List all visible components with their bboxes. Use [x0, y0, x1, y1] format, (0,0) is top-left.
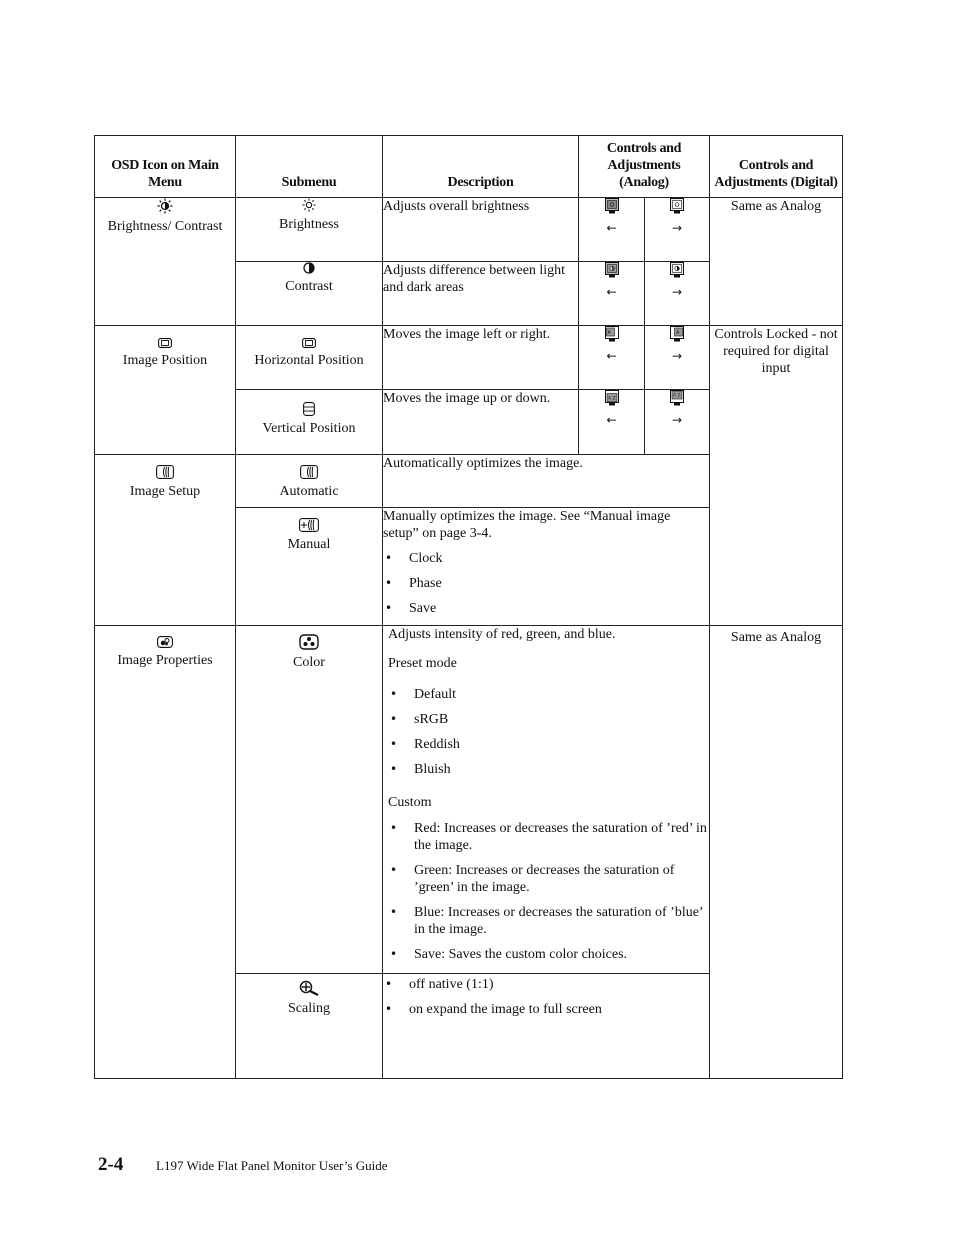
color-description: Adjusts intensity of red, green, and blue. [388, 627, 616, 642]
list-item: • Green: Increases or decreases the saturation of ’green’ in the image. [388, 862, 709, 896]
color-label: Color [293, 655, 325, 670]
svg-text:A Z: A Z [607, 396, 616, 402]
right-arrow-icon: → [671, 413, 683, 427]
manual-description: Manually optimizes the image. See “Manual image setup” on page 3-4. [383, 509, 671, 541]
automatic-label: Automatic [279, 484, 339, 499]
custom-label: Custom [388, 795, 432, 810]
scaling-items-list [383, 976, 709, 1018]
image-setup-icon [156, 465, 174, 479]
vertical-up-control[interactable] [645, 390, 710, 455]
horizontal-position-label: Horizontal Position [254, 353, 364, 368]
list-item: • off native (1:1) [383, 976, 709, 993]
left-arrow-icon: ← [606, 285, 617, 299]
color-icon [299, 634, 319, 650]
svg-text:A Z: A Z [673, 393, 681, 399]
submenu-horizontal-position[interactable] [236, 326, 383, 390]
image-position-label: Image Position [122, 353, 208, 368]
header-submenu: Submenu [236, 136, 383, 198]
list-item: • Phase [383, 575, 709, 592]
list-item: • Red: Increases or decreases the saturation of ’red’ in the image. [388, 820, 709, 854]
monitor-image-up-icon [670, 390, 684, 406]
list-item: • Blue: Increases or decreases the saturation of ’blue’ in the image. [388, 904, 709, 938]
list-item: • Save: Saves the custom color choices. [388, 946, 709, 963]
vertical-position-icon [303, 402, 315, 416]
header-analog: Controls and Adjustments (Analog) [579, 136, 710, 198]
brightness-contrast-label: Brightness/ Contrast [107, 219, 223, 234]
image-properties-digital: Same as Analog [710, 626, 843, 1079]
left-arrow-icon: ← [606, 349, 617, 363]
contrast-increase-control[interactable] [645, 262, 710, 326]
vertical-position-label: Vertical Position [262, 421, 356, 436]
monitor-contrast-high-icon [670, 262, 684, 278]
contrast-description: Adjusts difference between light and dark areas [383, 262, 579, 326]
automatic-description: Automatically optimizes the image. [383, 455, 710, 508]
vertical-position-description: Moves the image up or down. [383, 390, 579, 455]
color-description-cell [383, 626, 710, 974]
image-position-icon [158, 338, 172, 348]
brightness-label: Brightness [279, 217, 339, 232]
preset-mode-label: Preset mode [388, 656, 457, 671]
image-properties-icon [157, 636, 173, 648]
submenu-automatic[interactable] [236, 455, 383, 508]
submenu-contrast[interactable] [236, 262, 383, 326]
manual-description-cell [383, 508, 710, 626]
image-setup-label: Image Setup [129, 484, 201, 499]
header-description: Description [383, 136, 579, 198]
right-arrow-icon: → [671, 221, 683, 235]
automatic-setup-icon [300, 465, 318, 479]
monitor-brightness-high-icon [670, 198, 684, 214]
horizontal-position-description: Moves the image left or right. [383, 326, 579, 390]
page-footer [98, 1154, 388, 1176]
submenu-scaling[interactable] [236, 974, 383, 1079]
custom-items-list [388, 820, 709, 963]
preset-items-list [388, 686, 709, 778]
list-item: • Clock [383, 550, 709, 567]
header-digital: Controls and Adjustments (Digital) [710, 136, 843, 198]
sun-icon [302, 198, 316, 212]
right-arrow-icon: → [671, 349, 683, 363]
contrast-icon [303, 262, 315, 274]
list-item: • Save [383, 600, 709, 617]
svg-text:A: A [676, 330, 680, 336]
manual-items-list [383, 550, 709, 617]
list-item: • sRGB [388, 711, 709, 728]
horizontal-right-control[interactable] [645, 326, 710, 390]
brightness-description: Adjusts overall brightness [383, 198, 579, 262]
left-arrow-icon: ← [606, 221, 617, 235]
monitor-image-left-icon [605, 326, 619, 342]
document-title: L197 Wide Flat Panel Monitor User’s Guide [156, 1158, 388, 1173]
monitor-contrast-low-icon [605, 262, 619, 278]
page-number: 2-4 [98, 1154, 124, 1175]
monitor-image-right-icon [670, 326, 684, 342]
header-osd-icon: OSD Icon on Main Menu [95, 136, 236, 198]
osd-controls-table [94, 135, 843, 1079]
svg-text:A: A [607, 330, 611, 336]
submenu-brightness[interactable] [236, 198, 383, 262]
contrast-label: Contrast [285, 279, 333, 294]
manual-setup-icon [299, 518, 319, 532]
brightness-contrast-digital: Same as Analog [710, 198, 843, 326]
scaling-description-cell [383, 974, 710, 1079]
list-item: • Bluish [388, 761, 709, 778]
horizontal-position-icon [302, 338, 316, 348]
image-properties-main [95, 626, 236, 1079]
submenu-manual[interactable] [236, 508, 383, 626]
scaling-label: Scaling [288, 1001, 330, 1016]
image-position-main [95, 326, 236, 455]
brightness-decrease-control[interactable] [579, 198, 645, 262]
scaling-icon [298, 980, 320, 996]
manual-label: Manual [287, 537, 331, 552]
brightness-contrast-main [95, 198, 236, 326]
monitor-image-down-icon [605, 390, 619, 406]
list-item: • on expand the image to full screen [383, 1001, 709, 1018]
right-arrow-icon: → [671, 285, 683, 299]
brightness-increase-control[interactable] [645, 198, 710, 262]
vertical-down-control[interactable] [579, 390, 645, 455]
image-position-setup-digital: Controls Locked - not required for digital input [710, 326, 843, 626]
list-item: • Default [388, 686, 709, 703]
left-arrow-icon: ← [606, 413, 617, 427]
monitor-brightness-low-icon [605, 198, 619, 214]
list-item: • Reddish [388, 736, 709, 753]
image-setup-main [95, 455, 236, 626]
submenu-vertical-position[interactable] [236, 390, 383, 455]
image-properties-label: Image Properties [117, 653, 213, 668]
brightness-contrast-icon [157, 198, 173, 214]
contrast-decrease-control[interactable] [579, 262, 645, 326]
horizontal-left-control[interactable] [579, 326, 645, 390]
submenu-color[interactable] [236, 626, 383, 974]
